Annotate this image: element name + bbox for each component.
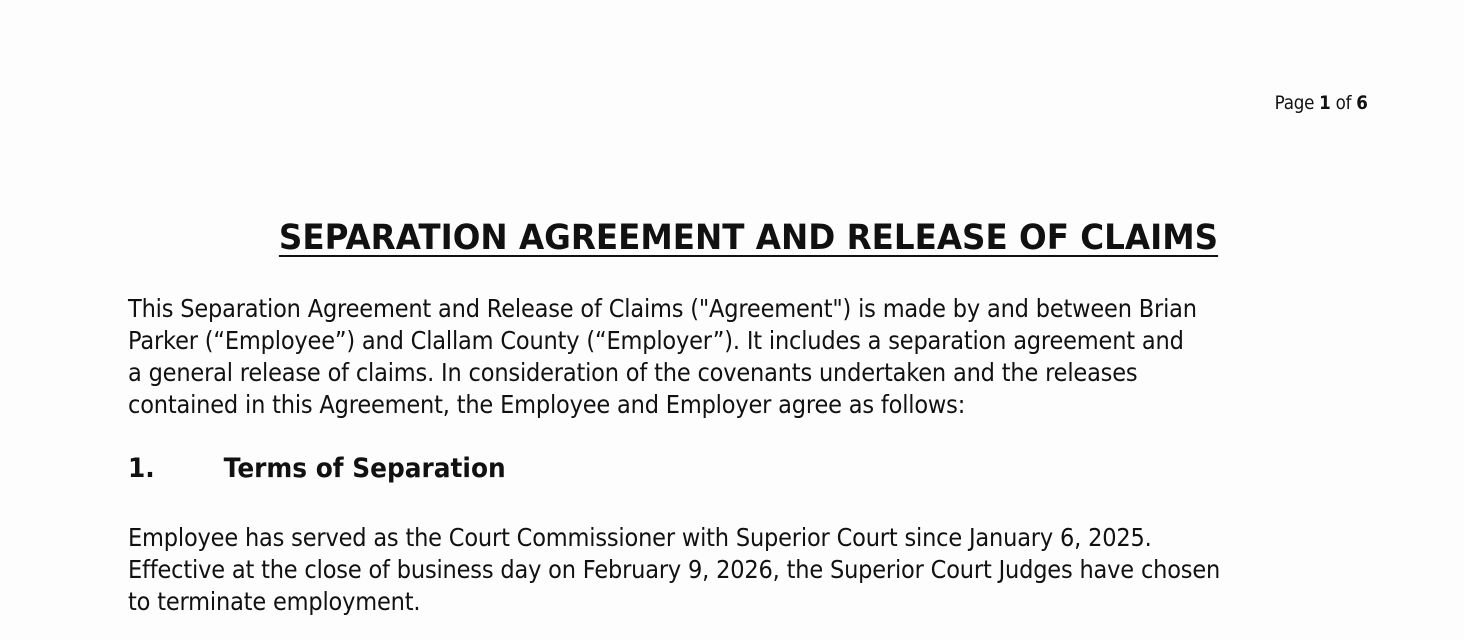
section-1-number: 1.	[128, 453, 155, 484]
intro-paragraph	[128, 293, 1302, 421]
intro-line: Parker (“Employee”) and Clallam County (“Employer”). It includes a separation agreement and	[128, 326, 1184, 355]
section-1-line: to terminate employment.	[128, 587, 421, 616]
intro-line: This Separation Agreement and Release of Claims ("Agreement") is made by and between Brian	[128, 294, 1197, 323]
page-number	[1275, 92, 1368, 114]
intro-line: a general release of claims. In consideration of the covenants undertaken and the releases	[128, 358, 1138, 387]
intro-line: contained in this Agreement, the Employee and Employer agree as follows:	[128, 390, 966, 419]
page-label: Page	[1275, 92, 1315, 114]
page-total: 6	[1356, 92, 1368, 114]
section-1-title: Terms of Separation	[223, 453, 506, 484]
page-of-label: of	[1335, 92, 1352, 114]
section-1-line: Employee has served as the Court Commissioner with Superior Court since January 6, 2025.	[128, 523, 1152, 552]
page-current: 1	[1319, 92, 1331, 114]
section-1-heading	[128, 453, 506, 484]
document-title: SEPARATION AGREEMENT AND RELEASE OF CLAIMS	[278, 218, 1219, 258]
section-1-line: Effective at the close of business day on February 9, 2026, the Superior Court Judges have chosen	[128, 555, 1221, 584]
section-1-paragraph	[128, 522, 1302, 618]
